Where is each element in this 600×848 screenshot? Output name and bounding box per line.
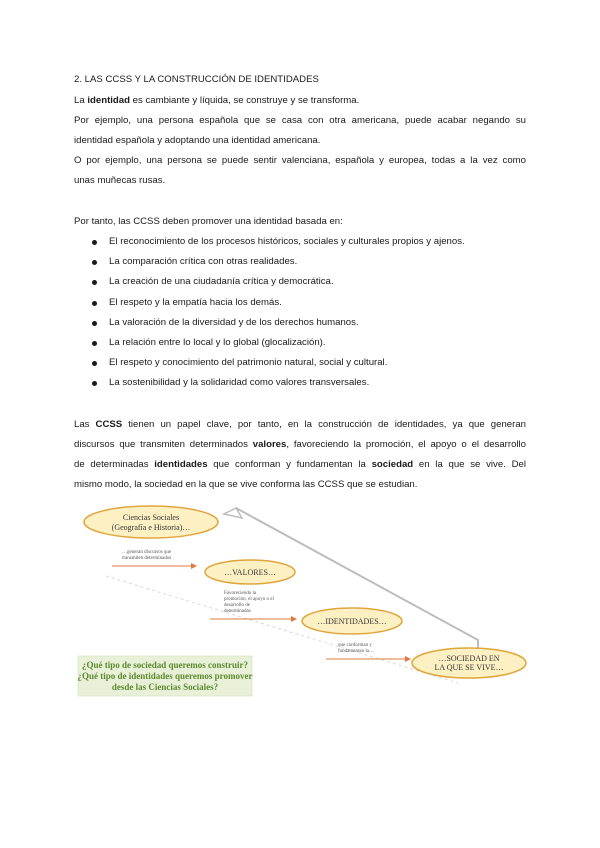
list-item: La valoración de la diversidad y de los derechos humanos. <box>92 317 465 337</box>
list-item: La relación entre lo local y lo global (glocalización). <box>92 337 465 357</box>
bullet-icon <box>92 240 97 245</box>
bullet-icon <box>92 381 97 386</box>
identidades-label: …IDENTIDADES… <box>317 617 387 626</box>
intro-paragraph-2-line-2: identidad española y adoptando una identidad americana. <box>74 135 321 146</box>
arrow-3-label-line-1: que conforman y <box>338 643 372 648</box>
ccss-label-line-2: (Geografía e Historia)… <box>111 523 191 532</box>
list-item: El reconocimiento de los procesos históricos, sociales y culturales propios y ajenos. <box>92 236 465 256</box>
closing-line-3: de determinadas identidades que conforman y fundamentan la sociedad en la que se vive. Del <box>74 459 526 470</box>
ccss-ellipse <box>84 506 218 538</box>
arrow-2-label-line-4: determinadas <box>224 609 251 614</box>
arrow-2-label-line-1: Favoreciendo la <box>224 591 257 596</box>
section-title: 2. LAS CCSS Y LA CONSTRUCCIÓN DE IDENTIDADES <box>74 74 319 85</box>
arrow-1-label-line-2: transmiten determinados <box>122 556 172 561</box>
valores-label: …VALORES… <box>224 568 276 577</box>
arrow-2-label-line-2: promoción, el apoyo o el <box>224 597 274 602</box>
question-line-2: ¿Qué tipo de identidades queremos promover <box>77 671 253 681</box>
list-item: La sostenibilidad y la solidaridad como valores transversales. <box>92 377 465 397</box>
sociedad-label-line-1: …SOCIEDAD EN <box>438 654 500 663</box>
arrow-2-label-line-3: desarrollo de <box>224 603 250 608</box>
ccss-label-line-1: Ciencias Sociales <box>122 513 180 522</box>
closing-line-2: discursos que transmiten determinados valores, favoreciendo la promoción, el apoyo o el desarrollo <box>74 439 527 450</box>
question-line-3: desde las Ciencias Sociales? <box>111 682 219 692</box>
bullet-icon <box>92 361 97 366</box>
list-item: La comparación crítica con otras realidades. <box>92 256 465 276</box>
arrow-3-label-line-2: fundamentan la… <box>338 649 374 654</box>
bullet-icon <box>92 280 97 285</box>
bullet-icon <box>92 301 97 306</box>
sociedad-label-line-2: LA QUE SE VIVE… <box>434 663 504 672</box>
intro-paragraph-2-line-1: Por ejemplo, una persona española que se casa con otra americana, puede acabar negando su <box>74 115 526 126</box>
identity-diagram <box>74 500 534 700</box>
intro-paragraph-1: La identidad es cambiante y líquida, se construye y se transforma. <box>74 95 360 106</box>
question-line-1: ¿Qué tipo de sociedad queremos construir? <box>81 660 249 670</box>
list-item: La creación de una ciudadanía crítica y democrática. <box>92 276 465 296</box>
list-item: El respeto y la empatía hacia los demás. <box>92 297 465 317</box>
bullet-list <box>92 236 465 398</box>
list-intro: Por tanto, las CCSS deben promover una identidad basada en: <box>74 216 343 227</box>
bullet-icon <box>92 260 97 265</box>
bullet-icon <box>92 341 97 346</box>
list-item: El respeto y conocimiento del patrimonio natural, social y cultural. <box>92 357 465 377</box>
bullet-icon <box>92 321 97 326</box>
arrow-1-label-line-1: …generan discursos que <box>122 550 172 555</box>
closing-line-1: Las CCSS tienen un papel clave, por tanto, en la construcción de identidades, ya que generan <box>74 419 526 430</box>
intro-paragraph-3-line-2: unas muñecas rusas. <box>74 175 166 186</box>
intro-paragraph-3-line-1: O por ejemplo, una persona se puede sentir valenciana, española y europea, todas a la vez como <box>74 155 526 166</box>
closing-line-4: mismo modo, la sociedad en la que se vive conforma las CCSS que se estudian. <box>74 479 418 490</box>
